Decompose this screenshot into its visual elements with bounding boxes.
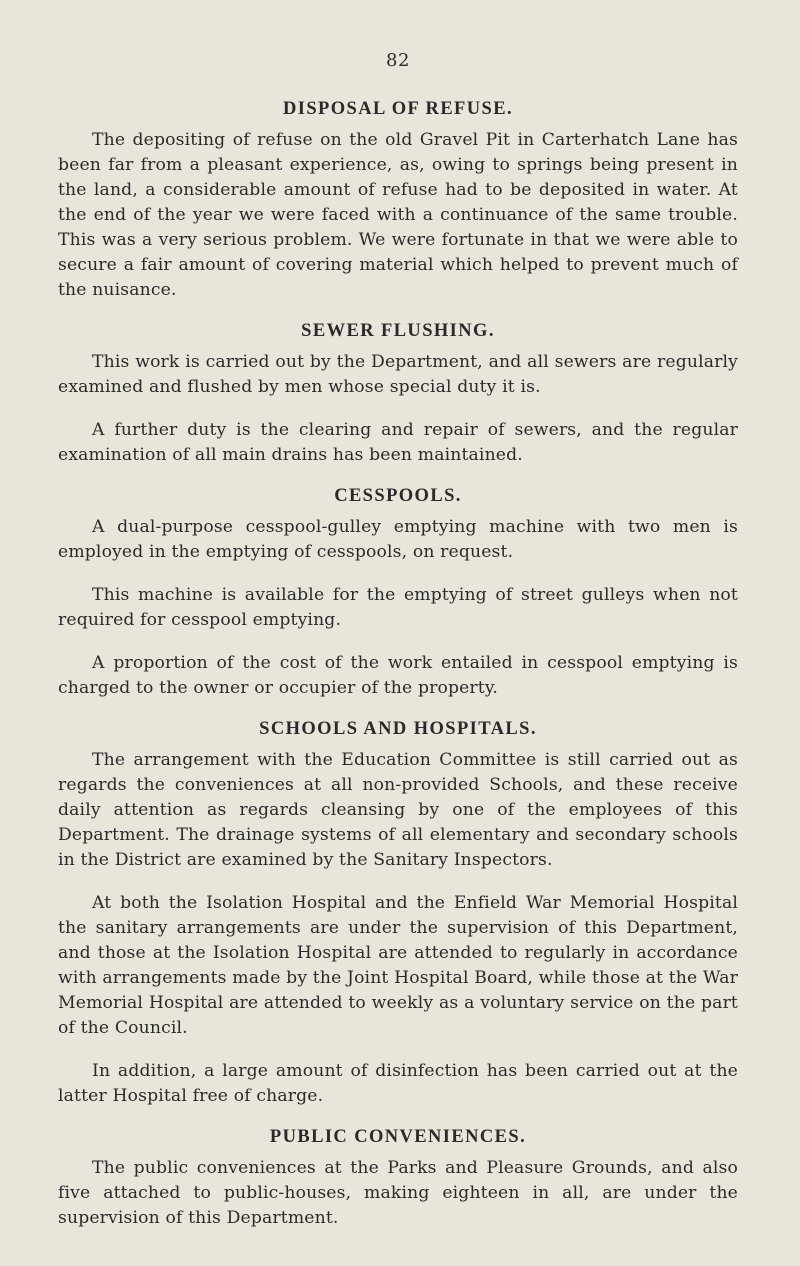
page-number: 82 bbox=[386, 50, 410, 71]
section-heading: PUBLIC CONVENIENCES. bbox=[269, 1127, 527, 1147]
paragraph: The arrangement with the Education Committee is still carried out as regards the conveniences at all non-provided Schools, and these receive daily attention as regards cleansing by one of the employees of this Department. The drainage systems of all elementary and secondary schools in the District are examined by the Sanitary Inspectors. bbox=[58, 750, 738, 870]
section-cesspools bbox=[58, 486, 738, 701]
paragraph: In addition, a large amount of disinfection has been carried out at the latter Hospital free of charge. bbox=[58, 1061, 738, 1106]
paragraph: This machine is available for the emptying of street gulleys when not required for cesspool emptying. bbox=[58, 585, 738, 630]
section-heading: DISPOSAL OF REFUSE. bbox=[283, 99, 513, 119]
section-disposal-of-refuse bbox=[58, 99, 738, 303]
section-public-conveniences bbox=[58, 1127, 738, 1231]
paragraph: At both the Isolation Hospital and the Enfield War Memorial Hospital the sanitary arrangements are under the supervision of this Department, and those at the Isolation Hospital are attended to regularly in accordance with arrangements made by the Joint Hospital Board, while those at the War Memorial Hospital are attended to weekly as a voluntary service on the part of the Council. bbox=[58, 893, 738, 1038]
paragraph: This work is carried out by the Department, and all sewers are regularly examined and flushed by men whose special duty it is. bbox=[58, 352, 738, 397]
paragraph: A further duty is the clearing and repair of sewers, and the regular examination of all main drains has been maintained. bbox=[58, 420, 738, 465]
section-heading: SCHOOLS AND HOSPITALS. bbox=[259, 719, 537, 739]
section-sewer-flushing bbox=[58, 321, 738, 468]
section-schools-and-hospitals bbox=[58, 719, 738, 1109]
paragraph: A dual-purpose cesspool-gulley emptying machine with two men is employed in the emptying of cesspools, on request. bbox=[58, 517, 738, 562]
paragraph: The public conveniences at the Parks and Pleasure Grounds, and also five attached to public-houses, making eighteen in all, are under the supervision of this Department. bbox=[58, 1158, 738, 1228]
paragraph: A proportion of the cost of the work entailed in cesspool emptying is charged to the owner or occupier of the property. bbox=[58, 653, 738, 698]
paragraph: The depositing of refuse on the old Gravel Pit in Carterhatch Lane has been far from a pleasant experience, as, owing to springs being present in the land, a considerable amount of refuse had to be deposited in water. At the end of the year we were faced with a continuance of the same trouble. This was a very serious problem. We were fortunate in that we were able to secure a fair amount of covering material which helped to prevent much of the nuisance. bbox=[58, 130, 738, 300]
section-heading: CESSPOOLS. bbox=[334, 486, 462, 506]
section-heading: SEWER FLUSHING. bbox=[301, 321, 495, 341]
